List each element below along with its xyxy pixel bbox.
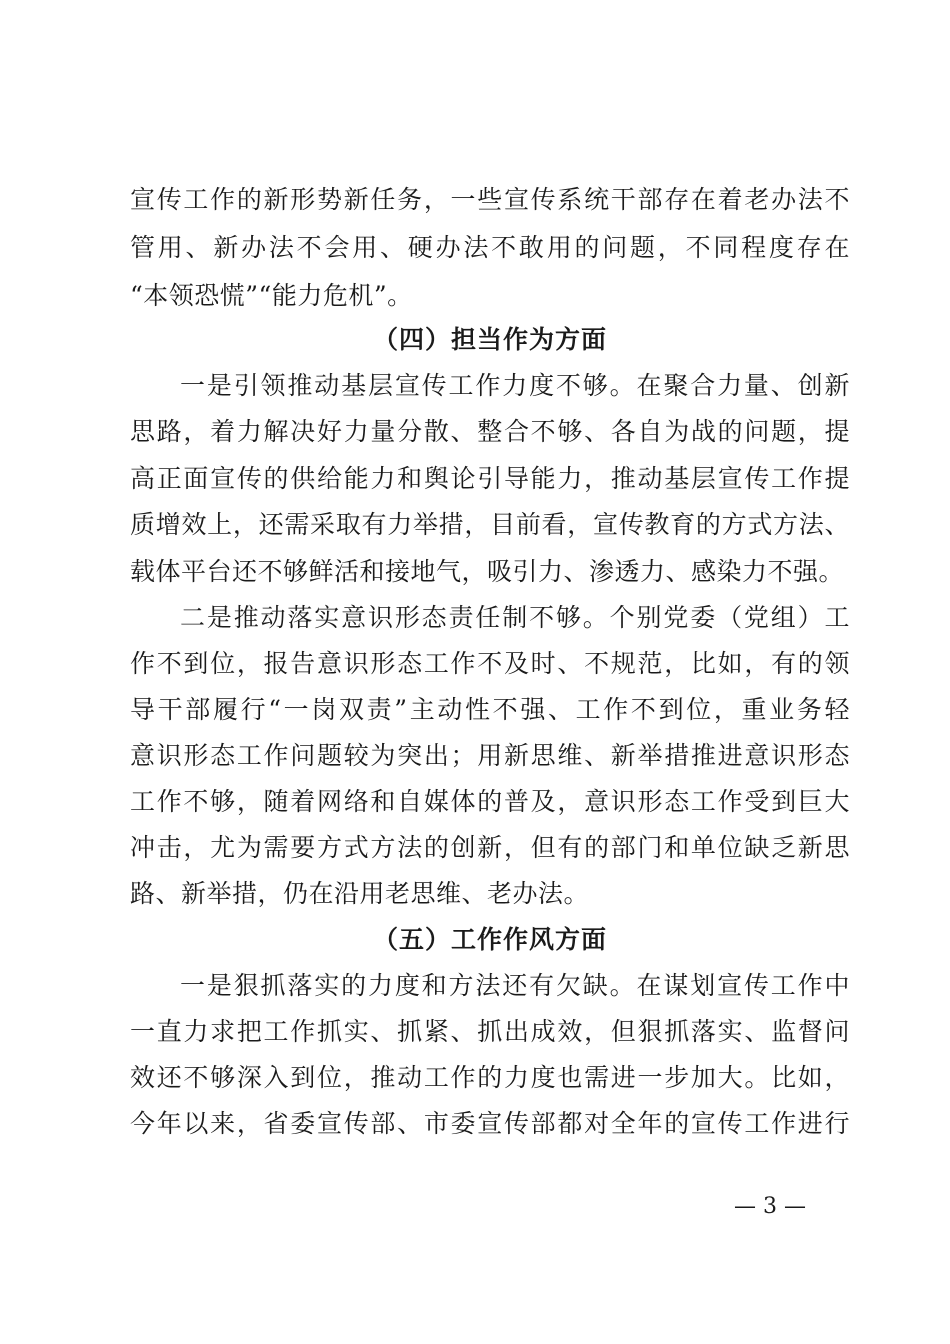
text-line: 意识形态工作问题较为突出；用新思维、新举措推进意识形态 xyxy=(130,741,850,770)
text-line: 宣传工作的新形势新任务，一些宣传系统干部存在着老办法不 xyxy=(130,185,850,214)
text-line: 导干部履行“一岗双责”主动性不强、工作不到位，重业务轻 xyxy=(130,695,850,724)
text-line: 今年以来，省委宣传部、市委宣传部都对全年的宣传工作进行 xyxy=(130,1109,850,1138)
text-line: 管用、新办法不会用、硬办法不敢用的问题，不同程度存在 xyxy=(130,233,850,262)
text-line: 高正面宣传的供给能力和舆论引导能力，推动基层宣传工作提 xyxy=(130,464,850,493)
text-line: 二是推动落实意识形态责任制不够。个别党委（党组）工 xyxy=(180,603,850,632)
section-heading-4: （四）担当作为方面 xyxy=(372,325,607,354)
text-line: 作不到位，报告意识形态工作不及时、不规范，比如，有的领 xyxy=(130,649,850,678)
text-line: 冲击，尤为需要方式方法的创新，但有的部门和单位缺乏新思 xyxy=(130,833,850,862)
text-line: 一是引领推动基层宣传工作力度不够。在聚合力量、创新 xyxy=(180,371,850,400)
page-number: — 3 — xyxy=(734,1194,806,1219)
text-line: 效还不够深入到位，推动工作的力度也需进一步加大。比如， xyxy=(130,1063,850,1092)
text-line: 工作不够，随着网络和自媒体的普及，意识形态工作受到巨大 xyxy=(130,787,850,816)
text-line: 一是狠抓落实的力度和方法还有欠缺。在谋划宣传工作中 xyxy=(180,971,850,1000)
text-line: 质增效上，还需采取有力举措，目前看，宣传教育的方式方法、 xyxy=(130,510,850,539)
text-line: “本领恐慌”“能力危机”。 xyxy=(130,281,413,310)
text-line: 载体平台还不够鲜活和接地气，吸引力、渗透力、感染力不强。 xyxy=(130,557,845,586)
text-line: 思路，着力解决好力量分散、整合不够、各自为战的问题，提 xyxy=(130,417,850,446)
text-line: 一直力求把工作抓实、抓紧、抓出成效，但狠抓落实、监督问 xyxy=(130,1017,850,1046)
section-heading-5: （五）工作作风方面 xyxy=(372,925,607,954)
text-line: 路、新举措，仍在沿用老思维、老办法。 xyxy=(130,879,590,908)
